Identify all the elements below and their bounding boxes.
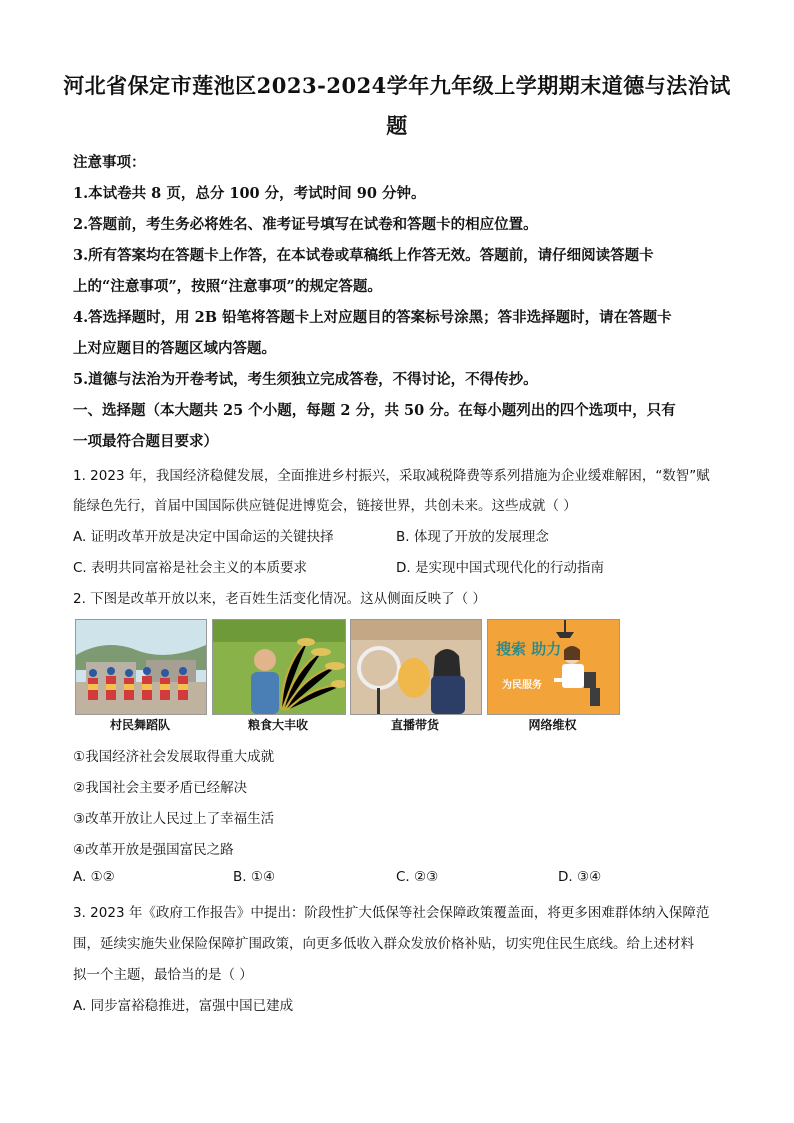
q1-stem: 1. 2023 年，我国经济稳健发展，全面推进乡村振兴，采取减税降费等系列措施为企业缓难解困，“数智”赋 bbox=[73, 468, 710, 484]
q2-option-d: D. ③④ bbox=[558, 869, 602, 885]
q2-statement-1: ①我国经济社会发展取得重大成就 bbox=[73, 749, 275, 765]
caption-harvest: 粮食大丰收 bbox=[247, 718, 308, 732]
notice-item-1: 1.本试卷共 8 页，总分 100 分，考试时间 90 分钟。 bbox=[73, 185, 426, 202]
notice-item-5: 5.道德与法治为开卷考试，考生须独立完成答卷，不得讨论，不得传抄。 bbox=[73, 371, 538, 388]
livestream-photo bbox=[350, 619, 482, 715]
caption-livestream: 直播带货 bbox=[390, 718, 439, 732]
online-rights-illustration bbox=[487, 619, 620, 715]
notice-item-3-cont: 上的“注意事项”，按照“注意事项”的规定答题。 bbox=[73, 278, 382, 295]
q1-option-b: B. 体现了开放的发展理念 bbox=[396, 529, 549, 545]
notice-heading: 注意事项： bbox=[73, 154, 146, 171]
q2-option-c: C. ②③ bbox=[396, 869, 439, 885]
q3-stem-cont-1: 围，延续实施失业保险保障扩围政策，向更多低收入群众发放价格补贴，切实兜住民生底线。给上述材料 bbox=[73, 936, 694, 952]
footer-text: 为民服务 bbox=[502, 680, 542, 691]
q2-statement-3: ③改革开放让人民过上了幸福生活 bbox=[73, 811, 275, 827]
caption-dancers: 村民舞蹈队 bbox=[109, 718, 170, 732]
page-title-continued: 题 bbox=[386, 113, 408, 138]
q1-option-a: A. 证明改革开放是决定中国命运的关键抉择 bbox=[73, 529, 334, 545]
notice-item-3: 3.所有答案均在答题卡上作答，在本试卷或草稿纸上作答无效。答题前，请仔细阅读答题卡 bbox=[73, 247, 654, 264]
banner-text: 搜索 助力 bbox=[496, 640, 562, 658]
caption-online-rights: 网络维权 bbox=[528, 718, 577, 732]
q2-stem: 2. 下图是改革开放以来，老百姓生活变化情况。这从侧面反映了（ ） bbox=[73, 591, 486, 607]
harvest-photo bbox=[212, 619, 346, 715]
page-title: 河北省保定市莲池区2023-2024学年九年级上学期期末道德与法治试 bbox=[63, 73, 731, 98]
section-heading: 一、选择题（本大题共 25 个小题，每题 2 分，共 50 分。在每小题列出的四个选项中，只有 bbox=[73, 402, 676, 419]
q1-option-d: D. 是实现中国式现代化的行动指南 bbox=[396, 560, 604, 576]
q2-statement-4: ④改革开放是强国富民之路 bbox=[73, 842, 234, 858]
q1-stem-cont: 能绿色先行，首届中国国际供应链促进博览会，链接世界，共创未来。这些成就（ ） bbox=[73, 498, 577, 514]
q2-option-a: A. ①② bbox=[73, 869, 115, 885]
section-heading-cont: 一项最符合题目要求） bbox=[73, 433, 218, 450]
q3-option-a: A. 同步富裕稳推进，富强中国已建成 bbox=[73, 998, 294, 1014]
dancers-photo bbox=[75, 619, 207, 715]
notice-item-4-cont: 上对应题目的答题区域内答题。 bbox=[73, 340, 276, 357]
q3-stem-cont-2: 拟一个主题，最恰当的是（ ） bbox=[73, 967, 253, 983]
q2-statement-2: ②我国社会主要矛盾已经解决 bbox=[73, 780, 248, 796]
q1-option-c: C. 表明共同富裕是社会主义的本质要求 bbox=[73, 560, 308, 576]
q2-option-b: B. ①④ bbox=[233, 869, 276, 885]
notice-item-4: 4.答选择题时，用 2B 铅笔将答题卡上对应题目的答案标号涂黑；答非选择题时，请在答题卡 bbox=[73, 309, 672, 326]
q3-stem: 3. 2023 年《政府工作报告》中提出：阶段性扩大低保等社会保障政策覆盖面，将更多困难群体纳入保障范 bbox=[73, 905, 710, 921]
notice-item-2: 2.答题前，考生务必将姓名、准考证号填写在试卷和答题卡的相应位置。 bbox=[73, 216, 538, 233]
